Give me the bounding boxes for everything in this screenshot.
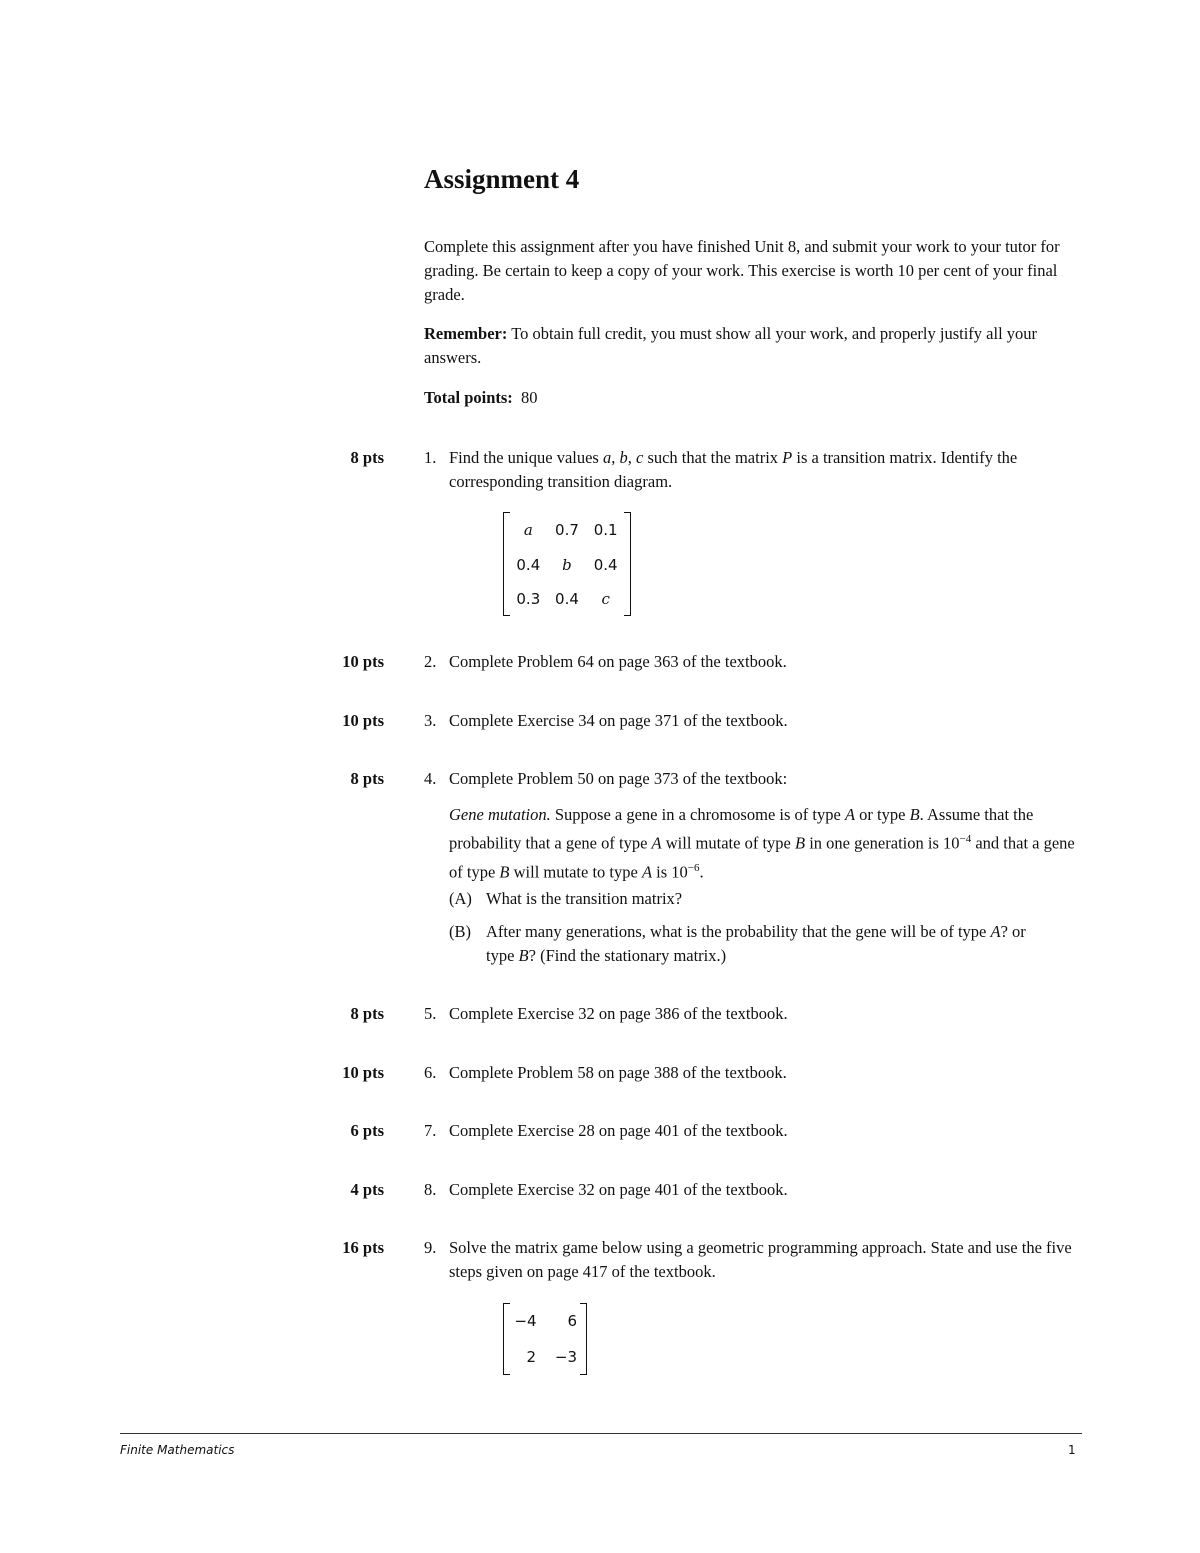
- intro-paragraph: Complete this assignment after you have finished Unit 8, and submit your work to your tutor for grading. Be certain to keep a copy of your work. This exercise is worth 10 per cent of your final grade.: [424, 237, 1060, 304]
- question-text: Complete Problem 64 on page 363 of the textbook.: [449, 652, 787, 671]
- sub-question-label: (B): [449, 922, 471, 941]
- matrix-cell: 0.4: [516, 555, 541, 574]
- sub-question-label: (A): [449, 889, 472, 908]
- matrix-cell: 2: [526, 1348, 536, 1366]
- question-points: 8 pts: [350, 769, 384, 788]
- sub-question-text: After many generations, what is the probability that the gene will be of type A? or type B? (Find the stationary matrix.): [486, 922, 1026, 965]
- question-number: 2.: [424, 652, 437, 671]
- matrix-cell: 0.7: [555, 520, 579, 539]
- matrix-cell: −4: [514, 1312, 537, 1330]
- question-points: 4 pts: [350, 1180, 384, 1199]
- total-points-label: Total points:: [424, 388, 513, 407]
- remember-label: Remember:: [424, 324, 508, 343]
- question-text: Complete Exercise 32 on page 401 of the textbook.: [449, 1180, 788, 1199]
- question-number: 9.: [424, 1238, 437, 1257]
- question-number: 3.: [424, 711, 437, 730]
- footer-divider: [120, 1433, 1082, 1434]
- right-bracket: [580, 1303, 587, 1375]
- question-number: 8.: [424, 1180, 437, 1199]
- footer-course-name: Finite Mathematics: [120, 1443, 235, 1457]
- question-points: 10 pts: [342, 711, 384, 730]
- remember-paragraph: [424, 322, 1084, 370]
- question-number: 6.: [424, 1063, 437, 1082]
- game-matrix: [503, 1303, 587, 1375]
- question-text: Complete Problem 50 on page 373 of the textbook:: [449, 769, 788, 788]
- matrix-cell: −3: [554, 1348, 577, 1366]
- remember-text: To obtain full credit, you must show all your work, and properly justify all your answers.: [424, 324, 1038, 367]
- matrix-cell: 0.3: [516, 590, 541, 608]
- gene-mutation-scenario: Gene mutation. Suppose a gene in a chromosome is of type A or type B. Assume that the probability that a gene of type A will mutate of type B in one generation is $10^{-4}$ and that a gene of type B will mutate to type A is $10^{-6}$.: [449, 805, 1075, 881]
- question-number: 1.: [424, 448, 437, 467]
- matrix-cell: b: [562, 555, 572, 574]
- matrix-cell: a: [523, 520, 533, 539]
- question-points: 10 pts: [342, 652, 384, 671]
- scenario-heading: Gene mutation.: [449, 805, 551, 824]
- page-title: Assignment 4: [424, 164, 580, 194]
- question-text: Find the unique values a, b, c such that the matrix P is a transition matrix. Identify the corresponding transition diagram.: [449, 448, 1018, 491]
- question-text: Complete Exercise 32 on page 386 of the textbook.: [449, 1004, 788, 1023]
- question-text: Complete Exercise 28 on page 401 of the textbook.: [449, 1121, 788, 1140]
- question-points: 10 pts: [342, 1063, 384, 1082]
- transition-matrix: [503, 512, 631, 616]
- sub-question-text: What is the transition matrix?: [486, 889, 683, 908]
- right-bracket: [624, 512, 631, 616]
- question-points: 16 pts: [342, 1238, 384, 1257]
- question-number: 7.: [424, 1121, 437, 1140]
- question-points: 6 pts: [350, 1121, 384, 1140]
- question-text: Complete Exercise 34 on page 371 of the textbook.: [449, 711, 788, 730]
- question-points: 8 pts: [350, 448, 384, 467]
- question-text: Complete Problem 58 on page 388 of the textbook.: [449, 1063, 787, 1082]
- question-text: Solve the matrix game below using a geometric programming approach. State and use the five steps given on page 417 of the textbook.: [449, 1238, 1072, 1281]
- question-points: 8 pts: [350, 1004, 384, 1023]
- matrix-cell: 0.1: [593, 520, 618, 539]
- question-number: 5.: [424, 1004, 437, 1023]
- question-number: 4.: [424, 769, 437, 788]
- matrix-cell: 6: [567, 1312, 577, 1330]
- total-points-value: 80: [521, 388, 538, 407]
- matrix-cell: c: [601, 590, 610, 608]
- matrix-cell: 0.4: [555, 590, 579, 608]
- matrix-cell: 0.4: [593, 555, 618, 574]
- total-points: [424, 386, 1084, 410]
- footer-page-number: 1: [1068, 1443, 1076, 1457]
